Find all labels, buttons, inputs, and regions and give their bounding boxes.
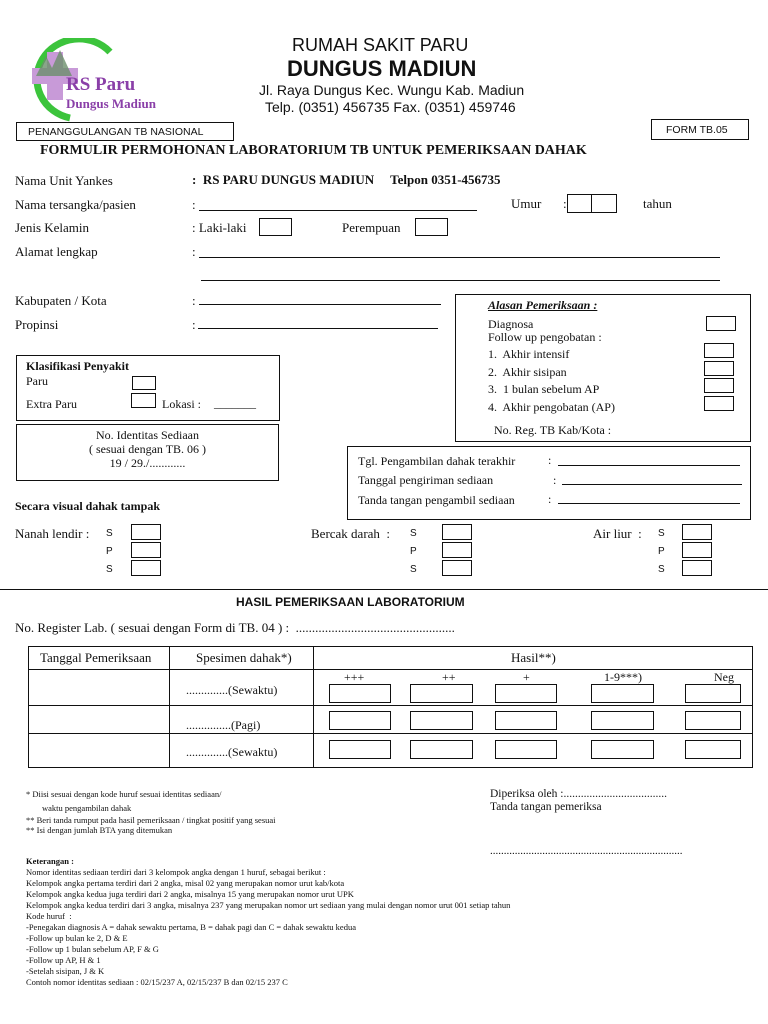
result-box-r3-1plus[interactable]: [495, 740, 557, 759]
note-line-3: Kelompok angka kedua juga terdiri dari 2 angka, misalnya 15 yang merupakan nomor urut UPK: [26, 889, 354, 899]
saliva-code-s1: S: [658, 528, 665, 539]
col-result-header: Hasil**): [511, 650, 556, 665]
blood-box-s2[interactable]: [442, 560, 472, 576]
date-taken-field[interactable]: [558, 465, 740, 466]
address-field-2[interactable]: [201, 280, 720, 281]
program-label: PENANGGULANGAN TB NASIONAL: [28, 126, 204, 138]
date-sent-label: Tanggal pengiriman sediaan: [358, 473, 494, 487]
grade-scanty: 1-9***): [604, 670, 642, 684]
specimen-id-line2: ( sesuai dengan TB. 06 ): [88, 442, 207, 456]
province-colon: :: [192, 317, 196, 332]
reason-item-4: 4. Akhir pengobatan (AP): [488, 400, 615, 414]
saliva-code-s2: S: [658, 564, 665, 575]
specimen-row-1: ..............(Sewaktu): [186, 683, 278, 697]
address-line: Jl. Raya Dungus Kec. Wungu Kab. Madiun: [259, 82, 525, 98]
hospital-logo: [10, 38, 180, 122]
specimen-id-line1: No. Identitas Sediaan: [96, 428, 199, 442]
specimen-id-line3: 19 / 29./............: [109, 456, 186, 470]
reason-item-3: 3. 1 bulan sebelum AP: [488, 382, 600, 396]
result-box-r1-2plus[interactable]: [410, 684, 473, 703]
district-colon: :: [192, 293, 196, 308]
form-code-box: [651, 119, 749, 140]
address-field-1[interactable]: [199, 257, 720, 258]
checker-signature-label: Tanda tangan pemeriksa: [490, 801, 602, 813]
pus-label: Nanah lendir :: [15, 526, 90, 541]
district-field[interactable]: [199, 304, 441, 305]
footnote-1b: waktu pengambilan dahak: [42, 803, 132, 813]
reason-checkbox-1[interactable]: [704, 343, 734, 358]
pus-box-p[interactable]: [131, 542, 161, 558]
female-checkbox[interactable]: [415, 218, 448, 236]
age-colon: :: [563, 196, 567, 211]
male-checkbox[interactable]: [259, 218, 292, 236]
blood-box-p[interactable]: [442, 542, 472, 558]
saliva-box-s1[interactable]: [682, 524, 712, 540]
blood-label: Bercak darah :: [311, 526, 391, 541]
pus-code-s2: S: [106, 564, 113, 575]
patient-name-field[interactable]: [199, 210, 477, 211]
note-line-5: Kode huruf :: [26, 911, 72, 921]
blood-code-s2: S: [410, 564, 417, 575]
blood-code-s1: S: [410, 528, 417, 539]
saliva-box-s2[interactable]: [682, 560, 712, 576]
age-label: Umur: [511, 196, 542, 211]
diagnosis-checkbox[interactable]: [706, 316, 736, 331]
district-label: Kabupaten / Kota: [15, 293, 107, 308]
extra-paru-checkbox[interactable]: [131, 393, 156, 408]
pus-box-s2[interactable]: [131, 560, 161, 576]
note-line-7: -Follow up bulan ke 2, D & E: [26, 933, 128, 943]
grade-3plus: +++: [344, 670, 365, 684]
date-sent-colon: :: [553, 473, 557, 487]
note-line-4: Kelompok angka kedua terdiri dari 3 angka, misalnya 237 yang merupakan nomor urt sediaan yang mulai dengan nomor urut 001 setiap tahun: [26, 900, 511, 910]
footnote-3: ** Isi dengan jumlah BTA yang ditemukan: [26, 825, 173, 835]
result-box-r3-3plus[interactable]: [329, 740, 391, 759]
male-label: : Laki-laki: [192, 220, 247, 235]
reg-no-label: No. Reg. TB Kab/Kota :: [494, 423, 612, 437]
unit-label: Nama Unit Yankes: [15, 173, 113, 188]
patient-colon: :: [192, 197, 196, 212]
result-box-r3-neg[interactable]: [685, 740, 741, 759]
blood-code-p: P: [410, 546, 417, 557]
note-line-9: -Follow up AP, H & 1: [26, 955, 101, 965]
paru-label: Paru: [26, 374, 48, 388]
section-divider: [0, 589, 768, 590]
saliva-code-p: P: [658, 546, 665, 557]
col-specimen-header: Spesimen dahak*): [196, 650, 292, 665]
result-box-r1-3plus[interactable]: [329, 684, 391, 703]
age-digit-2[interactable]: [591, 194, 617, 213]
footnote-1: * Diisi sesuai dengan kode huruf sesuai identitas sediaan/: [26, 789, 222, 799]
result-box-r1-neg[interactable]: [685, 684, 741, 703]
province-field[interactable]: [198, 328, 438, 329]
result-box-r2-2plus[interactable]: [410, 711, 473, 730]
female-label: Perempuan: [342, 220, 401, 235]
result-box-r3-scanty[interactable]: [591, 740, 654, 759]
reason-item-1: 1. Akhir intensif: [488, 347, 570, 361]
reason-item-2: 2. Akhir sisipan: [488, 365, 567, 379]
checked-by: Diperiksa oleh :....................................: [490, 788, 667, 800]
result-box-r2-neg[interactable]: [685, 711, 741, 730]
col-date-header: Tanggal Pemeriksaan: [40, 650, 152, 665]
phone-line: Telp. (0351) 456735 Fax. (0351) 459746: [265, 99, 516, 115]
reason-checkbox-3[interactable]: [704, 378, 734, 393]
location-label: Lokasi :: [162, 397, 201, 411]
signature-field[interactable]: [558, 503, 740, 504]
followup-label: Follow up pengobatan :: [488, 330, 602, 344]
form-title: FORMULIR PERMOHONAN LABORATORIUM TB UNTUK PEMERIKSAAN DAHAK: [40, 143, 587, 158]
grade-2plus: ++: [442, 670, 456, 684]
results-title: HASIL PEMERIKSAAN LABORATORIUM: [236, 595, 465, 609]
result-box-r2-1plus[interactable]: [495, 711, 557, 730]
province-label: Propinsi: [15, 317, 59, 332]
age-digit-1[interactable]: [567, 194, 592, 213]
footnote-2: ** Beri tanda rumput pada hasil pemeriksaan / tingkat positif yang sesuai: [26, 815, 276, 825]
lab-register: No. Register Lab. ( sesuai dengan Form di TB. 04 ) : .................................................: [15, 620, 455, 635]
result-box-r3-2plus[interactable]: [410, 740, 473, 759]
notes-title: Keterangan :: [26, 856, 74, 866]
result-box-r1-1plus[interactable]: [495, 684, 557, 703]
specimen-row-3: ..............(Sewaktu): [186, 745, 278, 759]
checker-signature-line[interactable]: ......................................................................: [490, 845, 683, 857]
pus-code-p: P: [106, 546, 113, 557]
blood-box-s1[interactable]: [442, 524, 472, 540]
logo-text-2: Dungus Madiun: [66, 96, 156, 111]
reason-checkbox-4[interactable]: [704, 396, 734, 411]
signature-label: Tanda tangan pengambil sediaan: [358, 493, 515, 507]
grade-neg: Neg: [714, 670, 734, 684]
paru-checkbox[interactable]: [132, 376, 156, 390]
date-taken-label: Tgl. Pengambilan dahak terakhir: [358, 454, 516, 468]
title-line1: RUMAH SAKIT PARU: [292, 35, 469, 55]
note-line-10: -Setelah sisipan, J & K: [26, 966, 105, 976]
form-code-label: FORM TB.05: [666, 124, 728, 136]
unit-value: : RS PARU DUNGUS MADIUN Telpon 0351-456735: [192, 172, 501, 187]
visual-title: Secara visual dahak tampak: [15, 499, 161, 513]
diagnosis-label: Diagnosa: [488, 317, 534, 331]
sex-label: Jenis Kelamin: [15, 220, 90, 235]
grade-1plus: +: [523, 670, 530, 684]
reason-checkbox-2[interactable]: [704, 361, 734, 376]
date-taken-colon: :: [548, 453, 552, 467]
note-line-2: Kelompok angka pertama terdiri dari 2 angka, misal 02 yang merupakan nomor urut kab/kota: [26, 878, 345, 888]
signature-colon: :: [548, 492, 552, 506]
specimen-row-2: ...............(Pagi): [186, 718, 261, 732]
patient-label: Nama tersangka/pasien: [15, 197, 136, 212]
result-box-r2-scanty[interactable]: [591, 711, 654, 730]
pus-code-s1: S: [106, 528, 113, 539]
logo-text-1: RS Paru: [66, 74, 136, 95]
result-box-r2-3plus[interactable]: [329, 711, 391, 730]
result-box-r1-scanty[interactable]: [591, 684, 654, 703]
saliva-label: Air liur :: [593, 526, 642, 541]
saliva-box-p[interactable]: [682, 542, 712, 558]
note-line-6: -Penegakan diagnosis A = dahak sewaktu pertama, B = dahak pagi dan C = dahak sewaktu kedua: [26, 922, 356, 932]
program-box: [16, 122, 234, 141]
classification-title: Klasifikasi Penyakit: [26, 359, 130, 373]
extra-paru-label: Extra Paru: [26, 397, 77, 411]
title-line2: DUNGUS MADIUN: [287, 56, 477, 81]
note-line-8: -Follow up 1 bulan sebelum AP, F & G: [26, 944, 159, 954]
pus-box-s1[interactable]: [131, 524, 161, 540]
note-line-11: Contoh nomor identitas sediaan : 02/15/237 A, 02/15/237 B dan 02/15 237 C: [26, 977, 288, 987]
note-line-1: Nomor identitas sediaan terdiri dari 3 kelompok angka dengan 1 huruf, sebagai berikut :: [26, 867, 326, 877]
address-colon: :: [192, 244, 196, 259]
address-label: Alamat lengkap: [15, 244, 98, 259]
date-sent-field[interactable]: [562, 484, 742, 485]
reason-title: Alasan Pemeriksaan :: [488, 298, 598, 312]
age-unit: tahun: [643, 196, 672, 211]
location-field[interactable]: _______: [214, 396, 256, 410]
